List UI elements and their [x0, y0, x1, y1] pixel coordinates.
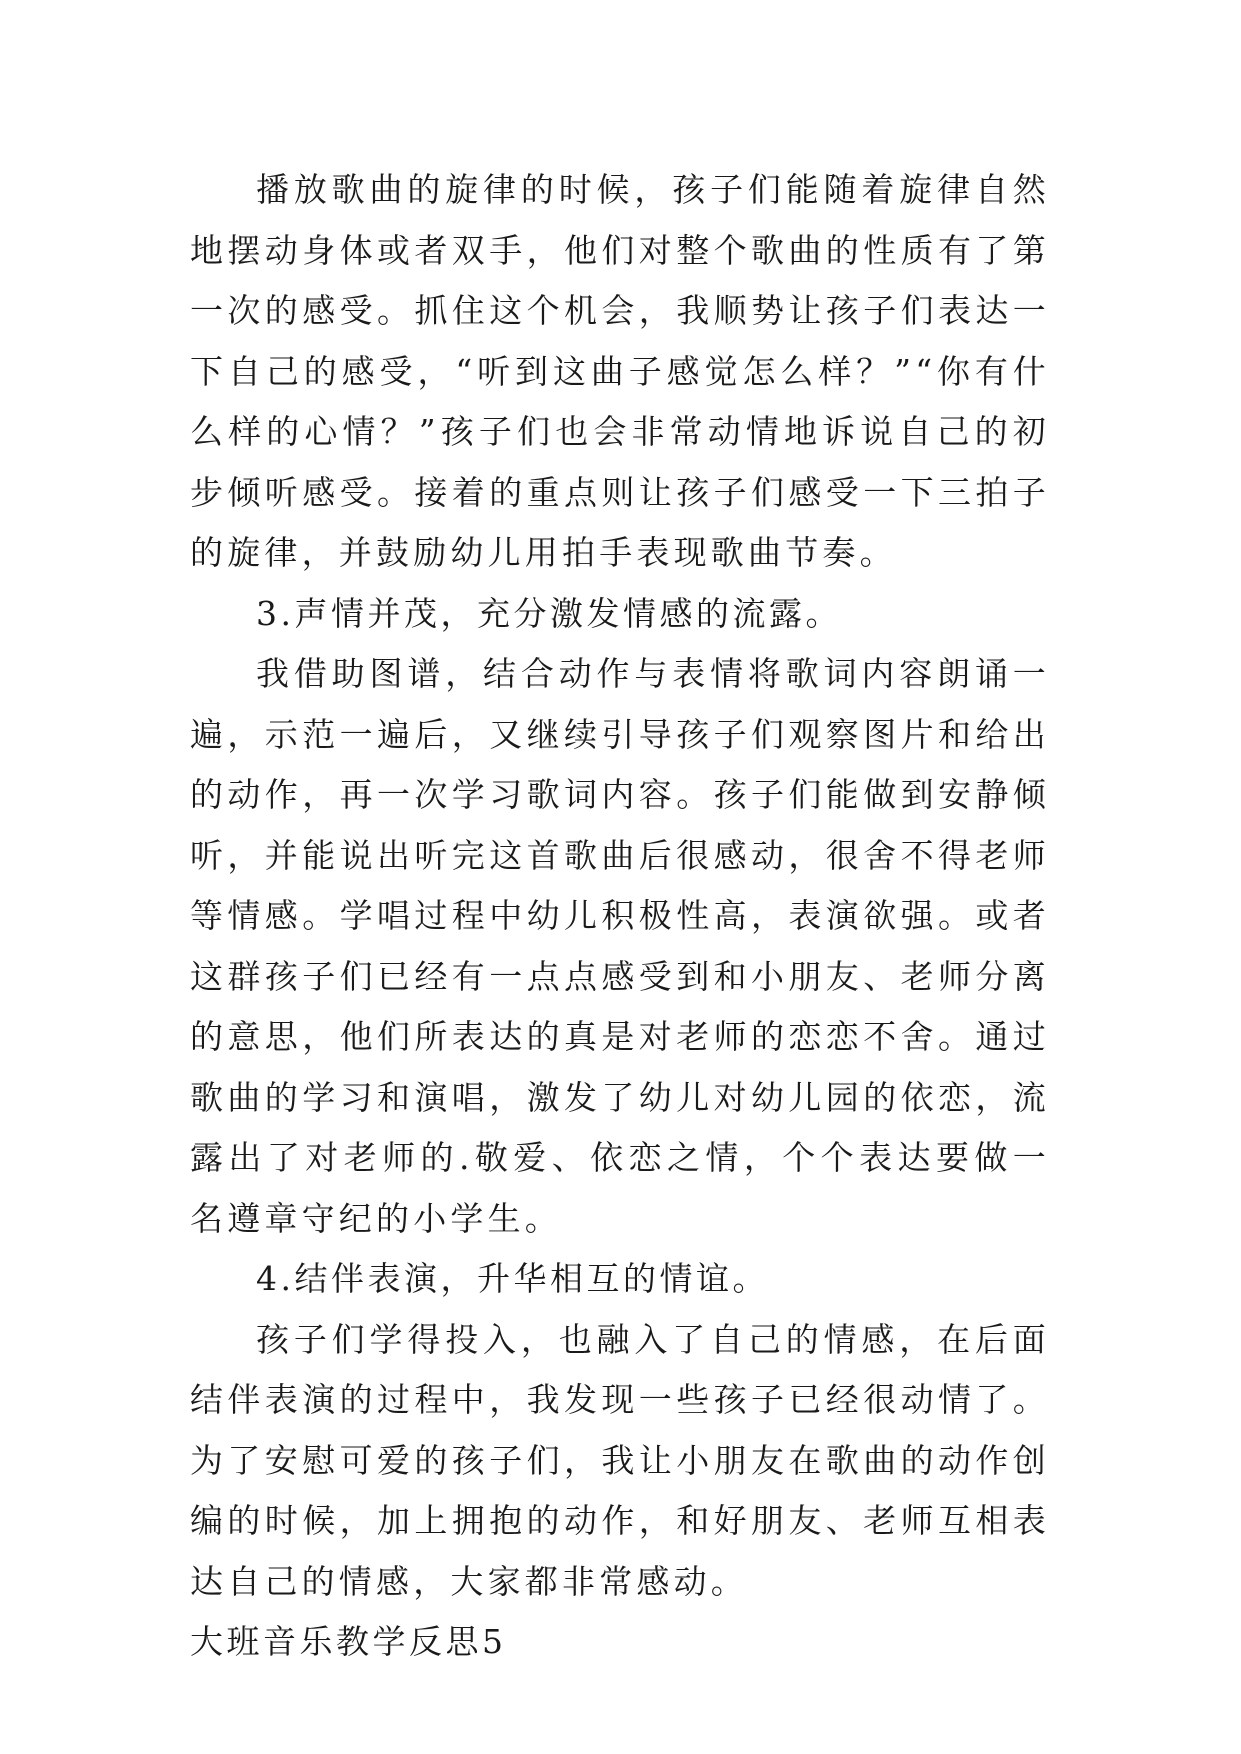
- numbered-heading: 3.声情并茂，充分激发情感的流露。: [256, 593, 842, 633]
- section-title: 大班音乐教学反思5: [190, 1622, 507, 1661]
- document-page: [190, 160, 1050, 1673]
- paragraph-body: 播放歌曲的旋律的时候，孩子们能随着旋律自然地摆动身体或者双手，他们对整个歌曲的性质有了第一次的感受。抓住这个机会，我顺势让孩子们表达一下自己的感受，“听到这曲子感觉怎么样？”“你有什么样的心情？”孩子们也会非常动情地诉说自己的初步倾听感受。接着的重点则让孩子们感受一下三拍子的旋律，并鼓励幼儿用拍手表现歌曲节奏。: [190, 170, 1050, 572]
- paragraph-body: 我借助图谱，结合动作与表情将歌词内容朗诵一遍，示范一遍后，又继续引导孩子们观察图片和给出的动作，再一次学习歌词内容。孩子们能做到安静倾听，并能说出听完这首歌曲后很感动，很舍不得老师等情感。学唱过程中幼儿积极性高，表演欲强。或者这群孩子们已经有一点点感受到和小朋友、老师分离的意思，他们所表达的真是对老师的恋恋不舍。通过歌曲的学习和演唱，激发了幼儿对幼儿园的依恋，流露出了对老师的.敬爱、依恋之情，个个表达要做一名遵章守纪的小学生。: [190, 654, 1050, 1238]
- numbered-heading: 4.结伴表演，升华相互的情谊。: [256, 1259, 769, 1298]
- paragraph-body: 孩子们学得投入，也融入了自己的情感，在后面结伴表演的过程中，我发现一些孩子已经很动情了。为了安慰可爱的孩子们，我让小朋友在歌曲的动作创编的时候，加上拥抱的动作，和好朋友、老师互相表达自己的情感，大家都非常感动。: [190, 1319, 1050, 1601]
